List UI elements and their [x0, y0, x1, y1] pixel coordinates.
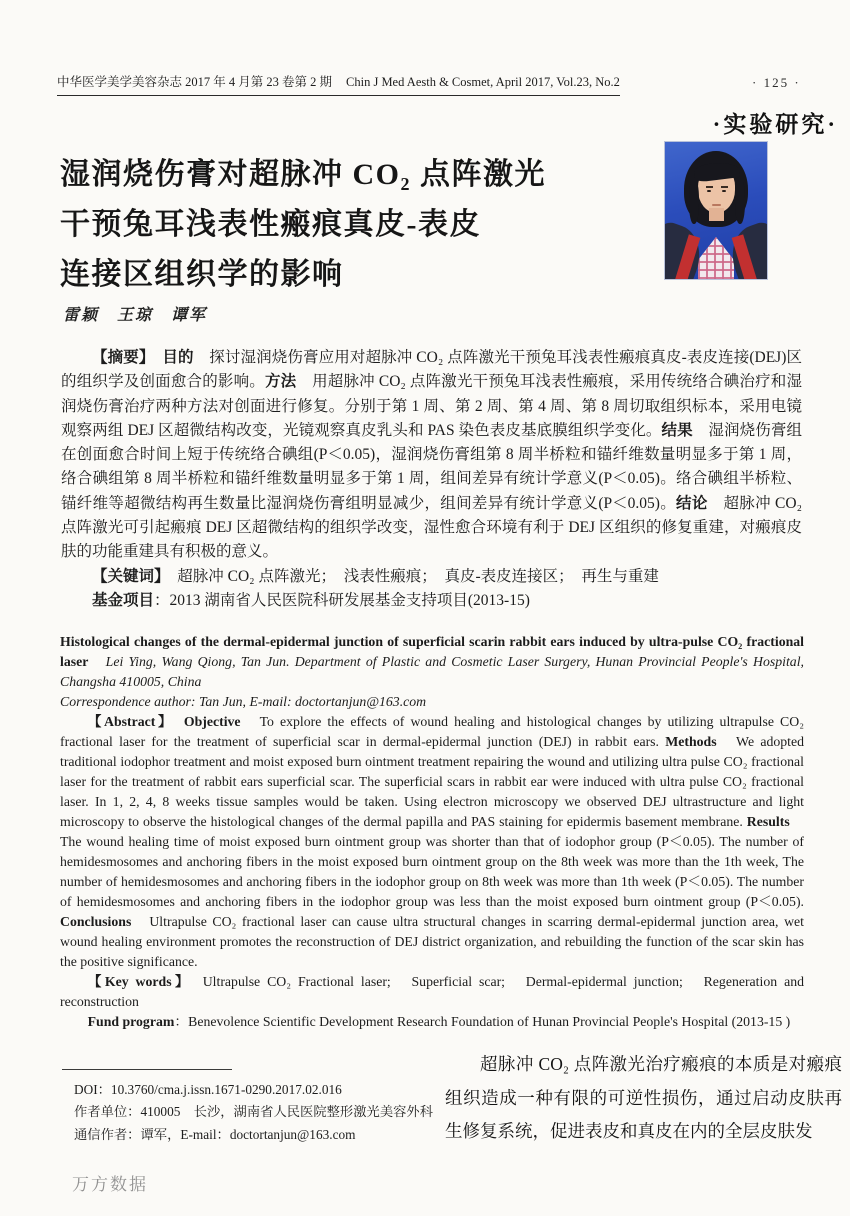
abstract-objective-en: To explore the effects of wound healing and histological changes by utilizing ultrapulse CO₂ fractional laser for the treatment of superficial scar in dermal-epidermal junction (DEJ) in rabbit ears.	[60, 714, 804, 749]
journal-header	[57, 72, 620, 96]
abstract-results-cn: 湿润烧伤膏组在创面愈合时间上短于传统络合碘组(P＜0.05)，湿润烧伤膏组第 8 周半桥粒和锚纤维数量明显多于第 1 周，络合碘组第 8 周半桥粒和锚纤维数量明显多于第 1 周，组间差异有统计学意义(P＜0.05)。络合碘组半桥粒、锚纤维等超微结构再生数量比湿润烧伤膏组明显减少，组间差异有统计学意义(P＜0.05)。	[61, 421, 802, 512]
photo-eyebrow	[706, 186, 713, 188]
fund-text-cn: ：2013 湖南省人民医院科研发展基金支持项目(2013-15)	[154, 591, 530, 609]
body-paragraph: 超脉冲 CO₂ 点阵激光治疗瘢痕的本质是对瘢痕组织造成一种有限的可逆性损伤，通过启动皮肤再生修复系统，促进表皮和真皮在内的全层皮肤发	[445, 1054, 842, 1141]
photo-hair-strand	[689, 178, 699, 224]
keywords-text-cn: 超脉冲 CO₂ 点阵激光； 浅表性瘢痕； 真皮-表皮连接区； 再生与重建	[161, 567, 659, 585]
photo-hair-strand	[735, 178, 745, 224]
abstract-methods-cn: 用超脉冲 CO₂ 点阵激光干预兔耳浅表性瘢痕，采用传统络合碘治疗和湿润烧伤膏治疗两种方法对创面进行修复。分别于第 1 周、第 2 周、第 4 周、第 8 周切取组织标本，采用电镜观察两组 DEJ 区超微结构改变，光镜观察真皮乳头和 PAS 染色表皮基底膜组织学变化。	[61, 373, 802, 439]
keywords-en	[60, 972, 804, 1012]
abstract-methods-en: We adopted traditional iodophor treatment and moist exposed burn ointment treatment repairing the wound and utilizing ultra pulse CO₂ fractional laser for the treatment of rabbit ears superficial scar. The superficial scars in rabbit ear were induced with ultra pulse CO₂ fractional laser. In 1, 2, 4, 8 weeks tissue samples would be taken. Using electron microscopy we observed DEJ ultrastructure and light microscopy to observe the histological changes of the dermal papilla and PAS staining for epidermis basement membrane.	[60, 734, 804, 829]
conclusion-label-cn: 结论	[676, 494, 708, 512]
title-line: 干预兔耳浅表性瘢痕真皮-表皮	[60, 208, 481, 241]
photo-mouth	[712, 204, 721, 206]
fund-cn	[61, 589, 802, 613]
abstract-paragraph-en	[60, 712, 804, 972]
keywords-text-en: Ultrapulse CO₂ Fractional laser; Superficial scar; Dermal-epidermal junction; Regeneration and reconstruction	[60, 974, 804, 1009]
correspondence-text-en: Correspondence author: Tan Jun, E-mail: doctortanjun@163.com	[60, 694, 427, 709]
authors-cn: 雷颖 王琼 谭军	[63, 307, 208, 324]
photo-plaid-shirt	[698, 237, 734, 279]
abstract-conclusions-en: Ultrapulse CO₂ fractional laser can cause ultra structural changes in scarring dermal-epidermal junction area, wet wound healing environment promotes the reconstruction of DEJ district organization, and rebuilding the function of the scar skin has the positive significance.	[60, 914, 804, 969]
keywords-label-cn: 【关键词】	[92, 567, 162, 585]
fund-label-cn: 基金项目	[92, 591, 155, 609]
photo-neck	[709, 208, 724, 221]
fund-en	[60, 1012, 804, 1032]
title-text-en: Histological changes of the dermal-epidermal junction of superficial scarin rabbit ears induced by ultra-pulse CO₂ fractional laser	[60, 634, 804, 669]
results-label-cn: 结果	[661, 421, 693, 439]
english-section	[60, 632, 804, 1032]
page-number: · 125 ·	[752, 75, 801, 90]
section-label: ·实验研究·	[712, 112, 838, 137]
authors-en: Lei Ying, Wang Qiong, Tan Jun. Department of Plastic and Cosmetic Laser Surgery, Hunan Provincial People's Hospital, Changsha 410005, China	[60, 654, 804, 689]
journal-title-en: Chin J Med Aesth & Cosmet, April 2017, Vol.23, No.2	[346, 75, 620, 89]
abstract-label-cn: 【摘要】 目的	[92, 349, 194, 366]
methods-label-en: Methods	[665, 734, 717, 749]
abstract-conclusion-cn: 超脉冲 CO₂ 点阵激光可引起瘢痕 DEJ 区超微结构的组织学改变，湿性愈合环境有利于 DEJ 区组织的修复重建，对瘢痕皮肤的功能重建具有积极的意义。	[61, 494, 802, 561]
abstract-results-en: The wound healing time of moist exposed burn ointment group was shorter than that of iodophor group (P＜0.05). The number of hemidesmosomes and anchoring fibers in the moist exposed burn ointment group on the 8th week was more than the 1th week, The number of hemidesmosomes and anchoring fibers in the iodophor group on 8th week was more than 1th week (P＜0.05). The number of hemidesmosomes and anchoring fibers in the iodophor group was less than the moist exposed burn ointment group (P＜0.05).	[60, 814, 805, 909]
conclusions-label-en: Conclusions	[60, 914, 132, 929]
title-line: 湿润烧伤膏对超脉冲 CO₂ 点阵激光	[60, 158, 546, 191]
keywords-label-en: 【Key words】	[87, 974, 186, 989]
author-photo	[665, 142, 767, 279]
article-title-en	[60, 632, 804, 692]
footnote-rule	[62, 1069, 232, 1070]
results-label-en: Results	[746, 814, 790, 829]
fund-label-en: Fund program	[87, 1014, 175, 1029]
correspondence-line-cn: 通信作者：谭军，E-mail：doctortanjun@163.com	[74, 1126, 356, 1142]
doi-line: DOI：10.3760/cma.j.issn.1671-0290.2017.02.016	[74, 1082, 342, 1097]
article-title-cn	[60, 150, 660, 300]
fund-text-en: ：Benevolence Scientific Development Research Foundation of Hunan Provincial People's Hospital (2013-15 )	[174, 1014, 791, 1029]
abstract-label-en: 【Abstract】 Objective	[87, 714, 241, 729]
abstract-paragraph-cn	[61, 346, 802, 565]
wanfang-watermark: 万方数据	[72, 1175, 148, 1194]
correspondence-en	[60, 692, 804, 712]
keywords-cn	[61, 565, 802, 589]
journal-title-cn: 中华医学美学美容杂志 2017 年 4 月第 23 卷第 2 期	[57, 75, 333, 89]
photo-eyebrow	[721, 186, 728, 188]
footnote-block	[62, 1069, 444, 1146]
chinese-abstract-block	[61, 346, 802, 613]
affiliation-line: 作者单位：410005 长沙，湖南省人民医院整形激光美容外科	[74, 1104, 434, 1120]
methods-label-cn: 方法	[264, 373, 297, 391]
title-line: 连接区组织学的影响	[60, 258, 344, 291]
abstract-objective-cn: 探讨湿润烧伤膏应用对超脉冲 CO₂ 点阵激光干预兔耳浅表性瘢痕真皮-表皮连接(DEJ)区的组织学及创面愈合的影响。	[61, 349, 802, 391]
